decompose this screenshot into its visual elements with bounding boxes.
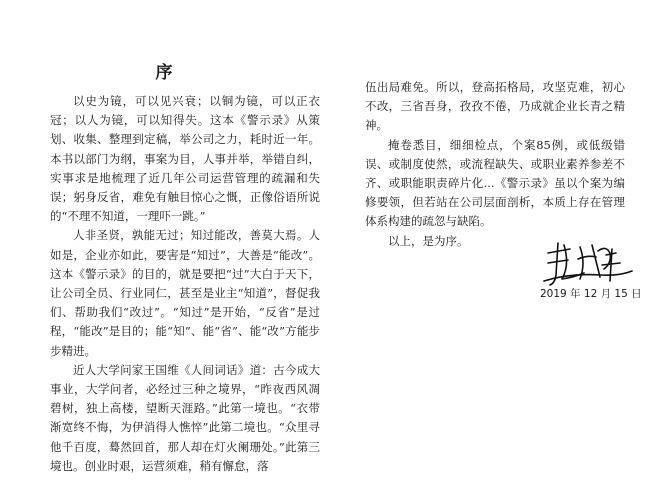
preface-title: 序 bbox=[155, 63, 175, 83]
paragraph-4: 掩卷悉目，细细检点，个案85例，或低级错误、或制度使然，或流程缺失、或职业素养参差不齐、或职能职责碎片化...《警示录》虽以个案为编修要领，但若站在公司层面剖析，本质上存在管理体系构建的疏忽与缺陷。 bbox=[365, 137, 625, 229]
right-body bbox=[365, 78, 625, 251]
left-body bbox=[50, 92, 320, 476]
paragraph-1: 以史为镜，可以见兴衰；以铜为镜，可以正衣冠；以人为镜，可以知得失。这本《警示录》从策划、收集、整理到定稿，举公司之力，耗时近一年。本书以部门为纲，事案为目，人事并举，举错自纠，实事求是地梳理了近几年公司运营管理的疏漏和失误；躬身反省，难免有触目惊心之慨，正像俗语所说的“不理不知道，一理吓一跳。” bbox=[50, 94, 320, 224]
signature-icon bbox=[540, 235, 635, 290]
paragraph-continuation: 伍出局难免。所以，登高拓格局，攻坚克难，初心不改，三省吾身，孜孜不倦，乃成就企业长青之精神。 bbox=[365, 80, 625, 133]
right-page bbox=[345, 0, 650, 499]
closing-line: 以上，是为序。 bbox=[388, 233, 469, 248]
paragraph-3: 近人大学问家王国维《人间词话》道：古今成大事业，大学问者，必经过三种之境界，“昨夜西风凋碧树，独上高楼，望断天涯路。”此第一境也。“衣带渐宽终不悔，为伊消得人憔悴”此第二境也。“众里寻他千百度，蓦然回首，那人却在灯火阑珊处。”此第三境也。创业时艰，运营须难，稍有懈怠，落 bbox=[50, 362, 320, 473]
paragraph-2: 人非圣贤，孰能无过；知过能改，善莫大焉。人如是，企业亦如此，要害是“知过”，大善是“能改”。这本《警示录》的目的，就是要把“过”大白于天下，让公司全员、行业同仁，甚至是业主“知道”，督促我们、帮助我们“改过”。“知过”是开始，“反省”是过程，“能改”是目的；能“知”、能“省”、能“改”方能步步精进。 bbox=[50, 228, 320, 358]
date: 2019 年 12 月 15 日 bbox=[540, 288, 642, 300]
